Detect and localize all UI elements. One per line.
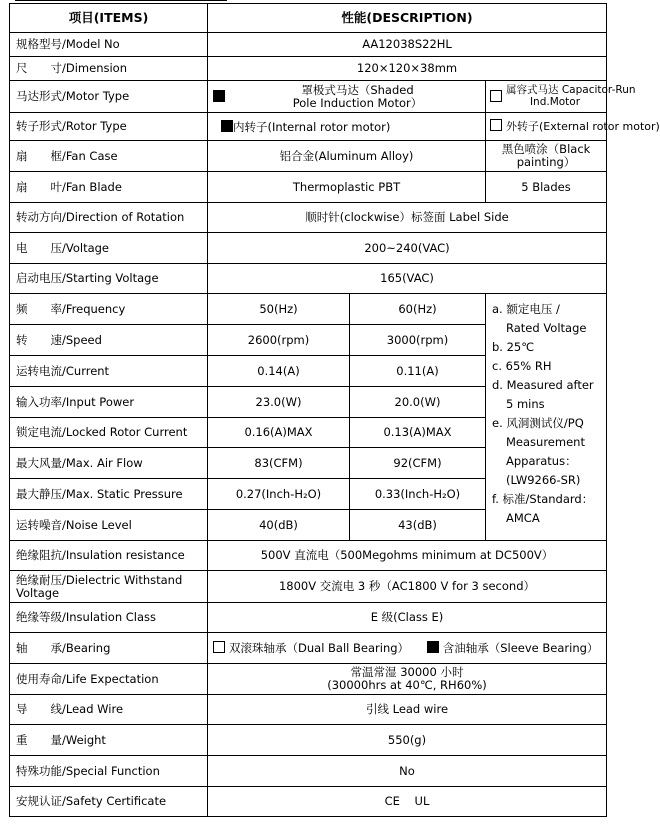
spec-table <box>9 3 660 817</box>
value-input-power-60: 20.0(W) <box>350 387 486 418</box>
value-insulation-class: E 级(Class E) <box>208 603 607 633</box>
label-model: 规格型号/Model No <box>10 33 208 57</box>
value-model: AA12038S22HL <box>208 33 607 57</box>
note-e2: Measurement <box>506 435 585 449</box>
motor-shaded-line2: Pole Induction Motor） <box>292 95 423 110</box>
label-insulation-class: 绝缘等级/Insulation Class <box>10 603 208 633</box>
label-dimension: 尺 寸/Dimension <box>10 57 208 81</box>
value-safety: CE UL <box>208 787 607 817</box>
rotor-external <box>486 113 660 141</box>
note-b: b. 25℃ <box>492 340 535 354</box>
note-c: c. 65% RH <box>492 359 552 373</box>
value-fan-blade-1: Thermoplastic PBT <box>208 172 486 203</box>
label-life: 使用寿命/Life Expectation <box>10 664 208 695</box>
motor-type-shaded <box>208 81 486 113</box>
value-frequency-60: 60(Hz) <box>350 294 486 325</box>
value-fan-blade-2: 5 Blades <box>486 172 607 203</box>
label-fan-case: 扇 框/Fan Case <box>10 141 208 172</box>
checkbox-checked-icon <box>221 120 233 132</box>
header-items: 项目(ITEMS) <box>10 4 208 33</box>
row-dielectric <box>10 571 607 603</box>
label-input-power: 输入功率/Input Power <box>10 387 208 418</box>
row-insulation-resistance <box>10 541 607 571</box>
value-input-power-50: 23.0(W) <box>208 387 350 418</box>
label-weight: 重 量/Weight <box>10 725 208 756</box>
label-insulation-resistance: 绝缘阻抗/Insulation resistance <box>10 541 208 571</box>
row-fan-blade <box>10 172 607 203</box>
row-model <box>10 33 607 57</box>
value-locked-current-60: 0.13(A)MAX <box>350 418 486 448</box>
value-current-50: 0.14(A) <box>208 356 350 387</box>
label-dielectric-line1: 绝缘耐压/Dielectric Withstand <box>16 572 183 587</box>
checkbox-checked-icon <box>427 641 439 653</box>
checkbox-unchecked-icon <box>490 119 502 131</box>
label-fan-blade: 扇 叶/Fan Blade <box>10 172 208 203</box>
checkbox-unchecked-icon <box>490 90 502 102</box>
value-life-line1: 常温常湿 30000 小时 <box>350 665 464 680</box>
checkbox-unchecked-icon <box>213 641 225 653</box>
value-fan-case-2: 黑色喷涂（Black painting） <box>486 141 607 172</box>
value-air-flow-50: 83(CFM) <box>208 448 350 479</box>
bearing-sleeve-label: 含油轴承（Sleeve Bearing） <box>442 641 599 656</box>
value-current-60: 0.11(A) <box>350 356 486 387</box>
row-weight <box>10 725 607 756</box>
motor-type-capacitor <box>486 81 636 113</box>
note-f2: AMCA <box>506 511 540 525</box>
label-bearing: 轴 承/Bearing <box>10 633 208 664</box>
note-d1: d. Measured after <box>492 378 594 392</box>
label-noise: 运转噪音/Noise Level <box>10 510 208 541</box>
value-static-pressure-50: 0.27(Inch-H₂O) <box>208 479 350 510</box>
motor-shaded-line1: 罩极式马达（Shaded <box>301 82 414 97</box>
checkbox-checked-icon <box>213 90 225 102</box>
label-speed: 转 速/Speed <box>10 325 208 356</box>
value-speed-50: 2600(rpm) <box>208 325 350 356</box>
value-special: No <box>208 756 607 787</box>
row-motor-type <box>10 81 607 113</box>
note-e1: e. 风洞测试仪/PQ <box>492 416 584 430</box>
label-static-pressure: 最大静压/Max. Static Pressure <box>10 479 208 510</box>
label-voltage: 电 压/Voltage <box>10 233 208 264</box>
value-voltage: 200~240(VAC) <box>208 233 607 264</box>
label-rotation: 转动方向/Direction of Rotation <box>10 203 208 233</box>
label-air-flow: 最大风量/Max. Air Flow <box>10 448 208 479</box>
row-rotor-type <box>10 113 607 141</box>
rotor-internal-label: 内转子(Internal rotor motor) <box>233 119 391 134</box>
rotor-internal <box>208 113 486 141</box>
note-e3: Apparatus： <box>506 454 577 468</box>
row-starting-voltage <box>10 264 607 294</box>
note-e4: (LW9266-SR) <box>506 473 581 487</box>
label-locked-current: 锁定电流/Locked Rotor Current <box>10 418 208 448</box>
label-dielectric <box>10 571 208 603</box>
value-air-flow-60: 92(CFM) <box>350 448 486 479</box>
value-weight: 550(g) <box>208 725 607 756</box>
bearing-dual-ball-label: 双滚珠轴承（Dual Ball Bearing） <box>229 641 410 656</box>
value-life-line2: (30000hrs at 40℃, RH60%) <box>327 678 487 692</box>
row-lead-wire <box>10 695 607 725</box>
value-lead-wire: 引线 Lead wire <box>208 695 607 725</box>
note-a1: a. 额定电压 / <box>492 302 560 316</box>
value-noise-60: 43(dB) <box>350 510 486 541</box>
motor-capacitor-line1: 属容式马达 Capacitor-Run <box>506 83 636 96</box>
label-frequency: 频 率/Frequency <box>10 294 208 325</box>
row-special <box>10 756 607 787</box>
value-speed-60: 3000(rpm) <box>350 325 486 356</box>
header-row <box>10 4 607 33</box>
label-special: 特殊功能/Special Function <box>10 756 208 787</box>
value-static-pressure-60: 0.33(Inch-H₂O) <box>350 479 486 510</box>
label-starting-voltage: 启动电压/Starting Voltage <box>10 264 208 294</box>
header-description: 性能(DESCRIPTION) <box>208 4 607 33</box>
motor-capacitor-line2: Ind.Motor <box>529 95 581 108</box>
row-voltage <box>10 233 607 264</box>
value-life <box>208 664 607 695</box>
bearing-options <box>208 633 607 664</box>
note-a2: Rated Voltage <box>506 321 587 335</box>
label-current: 运转电流/Current <box>10 356 208 387</box>
value-fan-case-1: 铝合金(Aluminum Alloy) <box>208 141 486 172</box>
label-lead-wire: 导 线/Lead Wire <box>10 695 208 725</box>
value-locked-current-50: 0.16(A)MAX <box>208 418 350 448</box>
value-dimension: 120×120×38mm <box>208 57 607 81</box>
row-frequency <box>10 294 607 325</box>
row-safety <box>10 787 607 817</box>
row-insulation-class <box>10 603 607 633</box>
value-dielectric: 1800V 交流电 3 秒（AC1800 V for 3 second） <box>208 571 607 603</box>
label-motor-type: 马达形式/Motor Type <box>10 81 208 113</box>
label-dielectric-line2: Voltage <box>16 585 60 600</box>
row-life <box>10 664 607 695</box>
test-conditions-notes <box>486 294 607 541</box>
value-starting-voltage: 165(VAC) <box>208 264 607 294</box>
label-safety: 安规认证/Safety Certificate <box>10 787 208 817</box>
label-rotor-type: 转子形式/Rotor Type <box>10 113 208 141</box>
value-rotation: 顺时针(clockwise）标签面 Label Side <box>208 203 607 233</box>
rotor-external-label: 外转子(External rotor motor) <box>506 120 660 134</box>
note-f1: f. 标准/Standard： <box>492 492 594 506</box>
row-fan-case <box>10 141 607 172</box>
row-dimension <box>10 57 607 81</box>
note-d2: 5 mins <box>506 397 545 411</box>
value-insulation-resistance: 500V 直流电（500Megohms minimum at DC500V） <box>208 541 607 571</box>
value-noise-50: 40(dB) <box>208 510 350 541</box>
row-rotation <box>10 203 607 233</box>
row-bearing <box>10 633 607 664</box>
value-frequency-50: 50(Hz) <box>208 294 350 325</box>
